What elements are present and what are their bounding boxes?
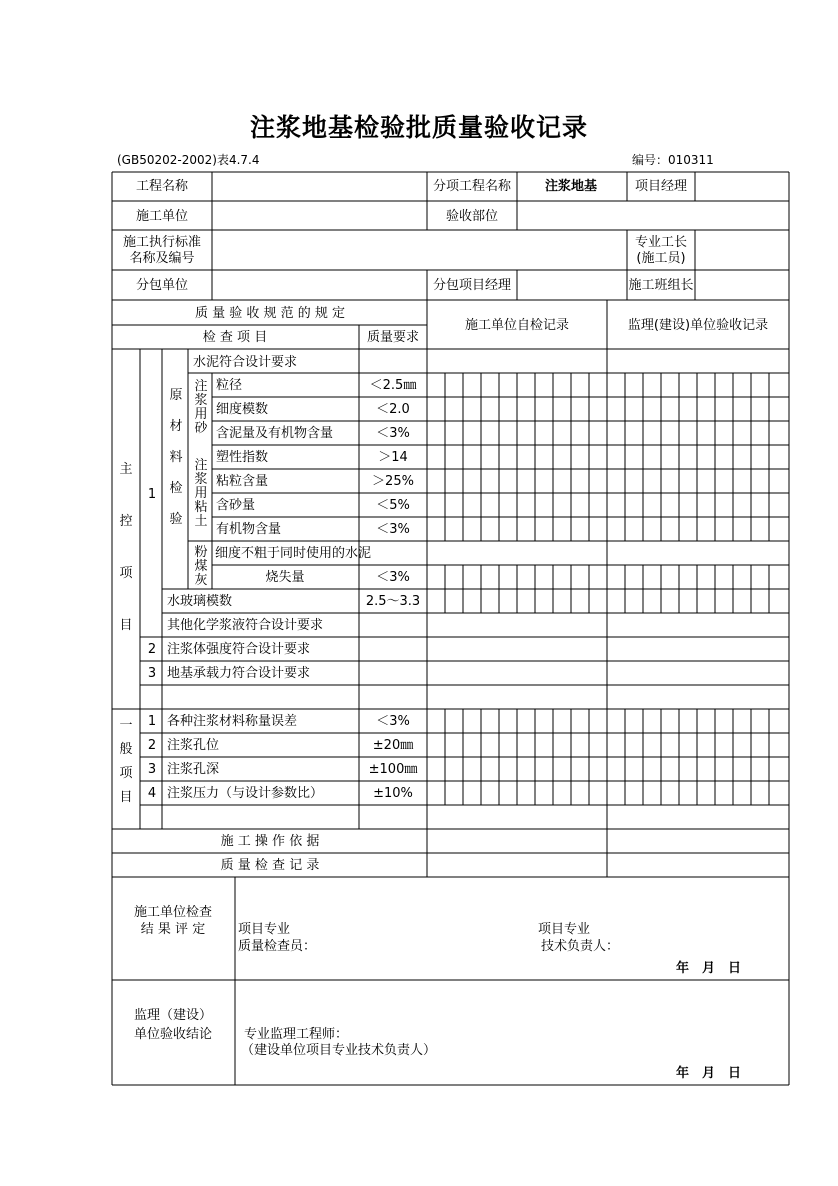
general-item-no: 1 — [147, 714, 157, 729]
supervision-1: 监理（建设） — [133, 1008, 213, 1023]
main-item-name: 含泥量及有机物含量 — [216, 426, 334, 441]
sub-project-value: 注浆地基 — [544, 179, 598, 194]
general-item-name: 注浆孔位 — [167, 738, 220, 753]
glass-modulus: 水玻璃模数 — [167, 594, 233, 609]
general-label: 一般项目 — [119, 718, 133, 805]
standard-code: (GB50202-2002)表4.7.4 — [117, 153, 260, 167]
main-item-req: ＜2.0 — [376, 402, 410, 417]
main-item-req: ＜5% — [376, 498, 410, 513]
label-project-manager: 项目经理 — [634, 179, 688, 194]
date-1: 年 月 日 — [676, 961, 742, 976]
main-item-name: 粘粒含量 — [216, 474, 269, 489]
general-item-req: ±10% — [373, 786, 413, 801]
general-item-req: ±20㎜ — [372, 738, 414, 753]
supervision-2: 单位验收结论 — [133, 1027, 213, 1042]
main-item-2: 注浆体强度符合设计要求 — [167, 642, 311, 657]
main-item-req: ＜2.5㎜ — [369, 378, 417, 393]
engineer-2: （建设单位项目专业技术负责人） — [241, 1043, 437, 1058]
label-foreman-2: (施工员) — [636, 251, 686, 266]
main-item-req: ＞25% — [372, 474, 414, 489]
main-item-3: 地基承载力符合设计要求 — [167, 666, 311, 681]
general-item-no: 4 — [147, 786, 157, 801]
flyash-fineness: 细度不粗于同时使用的水泥 — [215, 546, 372, 561]
label-team-leader: 施工班组长 — [628, 278, 694, 293]
general-item-name: 注浆压力（与设计参数比） — [167, 786, 324, 801]
general-item-no: 3 — [147, 762, 157, 777]
main-no-1: 1 — [147, 487, 157, 502]
main-item-req: ＜3% — [376, 426, 410, 441]
raw-material-label: 原材料检验 — [169, 388, 183, 527]
check-items-header: 检 查 项 目 — [202, 330, 268, 345]
unit-check-2: 结 果 评 定 — [140, 922, 206, 937]
main-no-3: 3 — [147, 666, 157, 681]
inspector-1: 项目专业 — [238, 922, 291, 937]
main-item-req: ＜3% — [376, 522, 410, 537]
supervision-check-header: 监理(建设)单位验收记录 — [627, 318, 769, 333]
page-title: 注浆地基检验批质量验收记录 — [249, 113, 588, 142]
date-2: 年 月 日 — [676, 1066, 742, 1081]
form-number: 编号：010311 — [632, 153, 714, 167]
general-item-req: ±100㎜ — [368, 762, 418, 777]
main-item-name: 含砂量 — [216, 498, 256, 513]
label-standard-1: 施工执行标准 — [122, 235, 202, 250]
flyash-loss: 烧失量 — [265, 570, 305, 585]
label-construction-unit: 施工单位 — [135, 209, 189, 224]
flyash-label: 粉煤灰 — [194, 545, 208, 588]
label-project-name: 工程名称 — [135, 179, 189, 194]
label-sub-project: 分项工程名称 — [432, 179, 512, 194]
spec-title: 质 量 验 收 规 范 的 规 定 — [194, 306, 346, 321]
main-item-name: 塑性指数 — [216, 450, 269, 465]
engineer-1: 专业监理工程师： — [244, 1027, 349, 1042]
general-item-no: 2 — [147, 738, 157, 753]
cement-item: 水泥符合设计要求 — [193, 355, 298, 370]
label-acceptance-part: 验收部位 — [445, 209, 499, 224]
main-item-name: 粒径 — [216, 378, 243, 393]
flyash-loss-req: ＜3% — [376, 570, 410, 585]
label-subcontract-unit: 分包单位 — [135, 278, 189, 293]
quality-record: 质 量 检 查 记 录 — [220, 858, 320, 873]
tech-2: 技术负责人： — [541, 939, 620, 954]
quality-req-header: 质量要求 — [366, 330, 420, 345]
main-item-name: 有机物含量 — [216, 522, 282, 537]
general-item-req: ＜3% — [376, 714, 410, 729]
unit-check-1: 施工单位检查 — [133, 905, 213, 920]
clay-label: 注浆用粘土 — [194, 458, 208, 529]
sand-label: 注浆用砂 — [194, 379, 208, 436]
general-item-name: 注浆孔深 — [167, 762, 220, 777]
tech-1: 项目专业 — [538, 922, 591, 937]
main-control-label: 主控项目 — [119, 462, 133, 633]
label-standard-2: 名称及编号 — [129, 251, 195, 266]
main-item-req: ＞14 — [378, 450, 408, 465]
label-foreman-1: 专业工长 — [634, 235, 688, 250]
glass-req: 2.5～3.3 — [365, 594, 421, 609]
main-item-name: 细度模数 — [216, 402, 269, 417]
other-chem: 其他化学浆液符合设计要求 — [167, 618, 324, 633]
self-check-header: 施工单位自检记录 — [464, 318, 570, 333]
ops-basis: 施 工 操 作 依 据 — [220, 834, 320, 849]
inspector-2: 质量检查员： — [238, 939, 317, 954]
general-item-name: 各种注浆材料称量误差 — [167, 714, 298, 729]
main-no-2: 2 — [147, 642, 157, 657]
label-subcontract-manager: 分包项目经理 — [432, 278, 512, 293]
